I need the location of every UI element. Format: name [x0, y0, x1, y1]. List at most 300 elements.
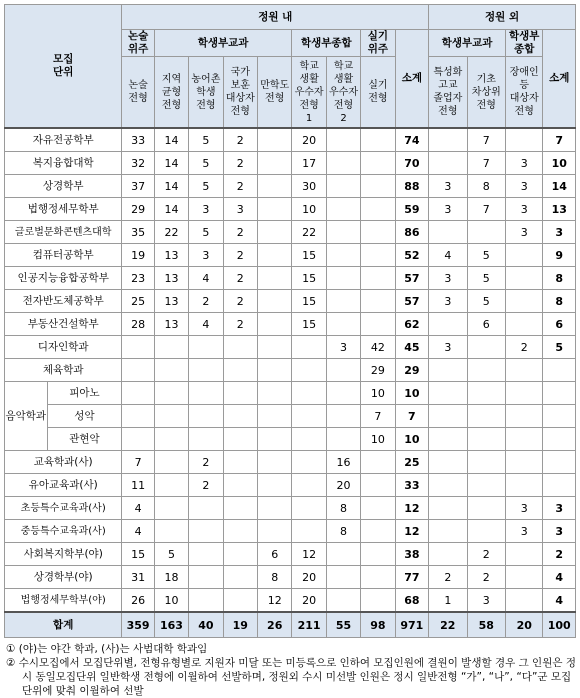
cell-value	[361, 128, 395, 152]
cell-value	[429, 359, 467, 382]
essay-group-header: 논술 위주	[122, 30, 154, 57]
cell-value	[292, 405, 326, 428]
column-header: 학교 생활 우수자 전형 1	[292, 57, 326, 129]
cell-value	[223, 520, 257, 543]
cell-value: 3	[543, 221, 576, 244]
cell-value: 86	[395, 221, 428, 244]
cell-value: 359	[122, 612, 154, 638]
cell-value: 100	[543, 612, 576, 638]
cell-value	[429, 152, 467, 175]
cell-value: 31	[122, 566, 154, 589]
cell-value	[122, 382, 154, 405]
cell-value: 19	[122, 244, 154, 267]
cell-value: 33	[122, 128, 154, 152]
in-quota-header: 정원 내	[122, 5, 429, 30]
cell-value	[223, 543, 257, 566]
cell-value: 5	[467, 267, 505, 290]
cell-value: 98	[361, 612, 395, 638]
music-sub-name: 피아노	[47, 382, 122, 405]
column-header: 지역 균형 전형	[154, 57, 188, 129]
cell-value	[154, 336, 188, 359]
cell-value: 3	[429, 336, 467, 359]
quota-table	[4, 4, 576, 638]
table-row	[5, 451, 576, 474]
music-sub-name: 성악	[47, 405, 122, 428]
cell-value	[506, 382, 543, 405]
unit-name: 법행정세무학부(야)	[5, 589, 122, 613]
cell-value: 7	[467, 128, 505, 152]
cell-value	[429, 405, 467, 428]
cell-value	[292, 451, 326, 474]
cell-value: 2	[189, 290, 223, 313]
cell-value	[223, 428, 257, 451]
cell-value: 18	[154, 566, 188, 589]
cell-value	[258, 382, 292, 405]
cell-value: 15	[292, 290, 326, 313]
table-row	[5, 497, 576, 520]
cell-value	[223, 359, 257, 382]
cell-value: 13	[154, 244, 188, 267]
unit-name: 사회복지학부(야)	[5, 543, 122, 566]
cell-value	[429, 428, 467, 451]
cell-value: 3	[506, 198, 543, 221]
cell-value: 17	[292, 152, 326, 175]
cell-value: 4	[543, 566, 576, 589]
cell-value	[223, 405, 257, 428]
cell-value: 3	[326, 336, 360, 359]
cell-value	[361, 566, 395, 589]
cell-value	[154, 497, 188, 520]
unit-name: 컴퓨터공학부	[5, 244, 122, 267]
cell-value: 26	[122, 589, 154, 613]
cell-value	[467, 497, 505, 520]
cell-value	[258, 313, 292, 336]
cell-value: 77	[395, 566, 428, 589]
cell-value: 8	[543, 267, 576, 290]
cell-value	[429, 451, 467, 474]
cell-value: 12	[395, 520, 428, 543]
cell-value	[506, 428, 543, 451]
practical-group-header: 실기 위주	[361, 30, 395, 57]
cell-value	[361, 313, 395, 336]
cell-value	[258, 221, 292, 244]
cell-value	[543, 405, 576, 428]
cell-value	[467, 221, 505, 244]
cell-value: 10	[395, 382, 428, 405]
cell-value: 55	[326, 612, 360, 638]
cell-value: 58	[467, 612, 505, 638]
cell-value: 3	[189, 198, 223, 221]
cell-value: 45	[395, 336, 428, 359]
cell-value	[326, 221, 360, 244]
column-header: 특성화 고교 졸업자 전형	[429, 57, 467, 129]
cell-value: 4	[543, 589, 576, 613]
cell-value: 52	[395, 244, 428, 267]
cell-value	[258, 175, 292, 198]
cell-value	[189, 589, 223, 613]
cell-value	[154, 428, 188, 451]
cell-value	[506, 451, 543, 474]
cell-value	[429, 543, 467, 566]
cell-value: 20	[326, 474, 360, 497]
cell-value: 32	[122, 152, 154, 175]
cell-value	[361, 152, 395, 175]
cell-value: 12	[258, 589, 292, 613]
cell-value	[189, 566, 223, 589]
cell-value	[189, 336, 223, 359]
cell-value	[506, 128, 543, 152]
cell-value	[361, 244, 395, 267]
table-row	[5, 520, 576, 543]
cell-value	[326, 290, 360, 313]
cell-value: 3	[429, 290, 467, 313]
cell-value	[326, 589, 360, 613]
unit-name: 초등특수교육과(사)	[5, 497, 122, 520]
unit-name: 법행정세무학부	[5, 198, 122, 221]
table-row	[5, 175, 576, 198]
cell-value	[292, 520, 326, 543]
table-row	[5, 405, 576, 428]
cell-value	[361, 520, 395, 543]
cell-value: 15	[292, 313, 326, 336]
cell-value: 14	[154, 152, 188, 175]
cell-value	[223, 336, 257, 359]
cell-value: 38	[395, 543, 428, 566]
cell-value	[258, 451, 292, 474]
cell-value: 971	[395, 612, 428, 638]
cell-value: 2	[223, 244, 257, 267]
cell-value	[506, 405, 543, 428]
cell-value: 26	[258, 612, 292, 638]
cell-value	[429, 382, 467, 405]
cell-value	[361, 543, 395, 566]
table-row	[5, 359, 576, 382]
cell-value	[223, 589, 257, 613]
music-dept-name: 음악학과	[5, 382, 48, 451]
footnote-2: ② 수시모집에서 모집단위별, 전형유형별로 지원자 미달 또는 미등록으로 인하여 모집인원에 결원이 발생할 경우 그 인원은 정시 동일모집단위 일반학생 전형에 이월하여 선발하며, 정원외 수시 미선발 인원은 정시 일반전형 “가”, “나”, “다”군 모집단위에 맞춰 이월하여 선발	[6, 657, 576, 697]
cell-value	[326, 543, 360, 566]
unit-name: 복지융합대학	[5, 152, 122, 175]
cell-value: 7	[395, 405, 428, 428]
cell-value: 2	[223, 152, 257, 175]
cell-value: 2	[467, 566, 505, 589]
cell-value: 8	[543, 290, 576, 313]
cell-value	[506, 267, 543, 290]
cell-value: 5	[189, 128, 223, 152]
cell-value: 29	[361, 359, 395, 382]
cell-value: 2	[189, 474, 223, 497]
cell-value: 20	[292, 128, 326, 152]
cell-value	[154, 382, 188, 405]
cell-value	[361, 175, 395, 198]
cell-value: 5	[189, 152, 223, 175]
cell-value: 13	[154, 313, 188, 336]
unit-name: 자유전공학부	[5, 128, 122, 152]
cell-value	[506, 313, 543, 336]
cell-value: 13	[154, 267, 188, 290]
cell-value: 10	[543, 152, 576, 175]
cell-value	[292, 474, 326, 497]
cell-value: 35	[122, 221, 154, 244]
table-row	[5, 474, 576, 497]
cell-value	[326, 152, 360, 175]
cell-value: 3	[543, 497, 576, 520]
cell-value: 57	[395, 267, 428, 290]
unit-name: 체육학과	[5, 359, 122, 382]
cell-value: 5	[467, 244, 505, 267]
table-row	[5, 128, 576, 152]
cell-value	[326, 405, 360, 428]
cell-value: 2	[506, 336, 543, 359]
cell-value: 2	[223, 267, 257, 290]
cell-value	[189, 497, 223, 520]
cell-value	[292, 382, 326, 405]
cell-value	[326, 382, 360, 405]
cell-value	[154, 474, 188, 497]
cell-value: 2	[223, 313, 257, 336]
cell-value	[467, 405, 505, 428]
cell-value: 23	[122, 267, 154, 290]
cell-value: 33	[395, 474, 428, 497]
cell-value	[361, 290, 395, 313]
music-sub-name: 관현악	[47, 428, 122, 451]
cell-value: 2	[223, 290, 257, 313]
cell-value	[467, 336, 505, 359]
out-subtotal-header: 소계	[543, 30, 576, 129]
student-comp-group-header: 학생부종합	[292, 30, 361, 57]
cell-value: 4	[189, 267, 223, 290]
table-row	[5, 612, 576, 638]
cell-value	[361, 221, 395, 244]
cell-value	[543, 382, 576, 405]
cell-value: 68	[395, 589, 428, 613]
cell-value	[154, 520, 188, 543]
cell-value: 10	[154, 589, 188, 613]
cell-value: 2	[467, 543, 505, 566]
cell-value: 3	[506, 497, 543, 520]
table-row	[5, 589, 576, 613]
cell-value: 62	[395, 313, 428, 336]
table-row	[5, 543, 576, 566]
cell-value	[361, 198, 395, 221]
cell-value	[429, 221, 467, 244]
cell-value: 5	[154, 543, 188, 566]
cell-value	[506, 543, 543, 566]
table-row	[5, 198, 576, 221]
cell-value	[429, 520, 467, 543]
cell-value	[429, 474, 467, 497]
cell-value	[189, 382, 223, 405]
cell-value	[223, 566, 257, 589]
cell-value: 15	[292, 244, 326, 267]
cell-value	[223, 497, 257, 520]
cell-value	[467, 520, 505, 543]
cell-value: 3	[429, 175, 467, 198]
cell-value	[189, 543, 223, 566]
table-row	[5, 267, 576, 290]
table-row	[5, 221, 576, 244]
column-header: 실기 전형	[361, 57, 395, 129]
footnotes	[4, 642, 576, 698]
cell-value	[361, 451, 395, 474]
unit-name: 교육학과(사)	[5, 451, 122, 474]
cell-value: 5	[543, 336, 576, 359]
cell-value	[258, 336, 292, 359]
cell-value: 1	[429, 589, 467, 613]
cell-value	[189, 428, 223, 451]
cell-value: 3	[189, 244, 223, 267]
cell-value: 4	[189, 313, 223, 336]
cell-value	[154, 451, 188, 474]
cell-value	[506, 359, 543, 382]
cell-value: 14	[154, 175, 188, 198]
unit-name: 합계	[5, 612, 122, 638]
cell-value: 3	[429, 267, 467, 290]
cell-value	[258, 128, 292, 152]
cell-value	[189, 405, 223, 428]
cell-value	[122, 336, 154, 359]
cell-value: 4	[122, 497, 154, 520]
cell-value: 14	[154, 128, 188, 152]
cell-value: 16	[326, 451, 360, 474]
cell-value: 11	[122, 474, 154, 497]
table-row	[5, 336, 576, 359]
cell-value: 3	[506, 520, 543, 543]
cell-value	[326, 175, 360, 198]
cell-value: 22	[154, 221, 188, 244]
cell-value: 30	[292, 175, 326, 198]
cell-value: 4	[122, 520, 154, 543]
cell-value: 8	[326, 520, 360, 543]
cell-value	[258, 497, 292, 520]
cell-value: 20	[292, 566, 326, 589]
cell-value: 57	[395, 290, 428, 313]
cell-value: 2	[543, 543, 576, 566]
cell-value: 70	[395, 152, 428, 175]
cell-value	[429, 128, 467, 152]
cell-value	[122, 405, 154, 428]
cell-value	[258, 244, 292, 267]
unit-name: 부동산건설학부	[5, 313, 122, 336]
cell-value	[326, 267, 360, 290]
cell-value: 20	[506, 612, 543, 638]
cell-value	[326, 428, 360, 451]
cell-value	[258, 198, 292, 221]
cell-value: 29	[395, 359, 428, 382]
cell-value	[258, 152, 292, 175]
cell-value	[543, 428, 576, 451]
cell-value	[361, 267, 395, 290]
table-row	[5, 313, 576, 336]
cell-value	[326, 244, 360, 267]
column-header: 만학도 전형	[258, 57, 292, 129]
cell-value: 14	[543, 175, 576, 198]
cell-value: 2	[429, 566, 467, 589]
cell-value	[429, 497, 467, 520]
cell-value: 3	[506, 175, 543, 198]
cell-value	[326, 566, 360, 589]
cell-value: 88	[395, 175, 428, 198]
cell-value: 163	[154, 612, 188, 638]
column-header: 농어촌 학생 전형	[189, 57, 223, 129]
cell-value: 13	[543, 198, 576, 221]
column-header: 학교 생활 우수자 전형 2	[326, 57, 360, 129]
cell-value	[467, 474, 505, 497]
cell-value: 13	[154, 290, 188, 313]
cell-value: 8	[326, 497, 360, 520]
cell-value	[292, 428, 326, 451]
cell-value: 5	[189, 175, 223, 198]
cell-value: 6	[467, 313, 505, 336]
unit-name: 중등특수교육과(사)	[5, 520, 122, 543]
unit-name: 인공지능융합공학부	[5, 267, 122, 290]
cell-value: 29	[122, 198, 154, 221]
cell-value	[189, 520, 223, 543]
cell-value: 3	[223, 198, 257, 221]
cell-value: 19	[223, 612, 257, 638]
cell-value: 3	[506, 152, 543, 175]
cell-value: 3	[467, 589, 505, 613]
cell-value: 8	[467, 175, 505, 198]
table-row	[5, 152, 576, 175]
cell-value	[326, 198, 360, 221]
cell-value	[361, 497, 395, 520]
table-row	[5, 382, 576, 405]
cell-value: 20	[292, 589, 326, 613]
cell-value	[258, 290, 292, 313]
cell-value: 14	[154, 198, 188, 221]
cell-value	[506, 566, 543, 589]
column-header: 논술 전형	[122, 57, 154, 129]
cell-value	[361, 589, 395, 613]
cell-value: 4	[429, 244, 467, 267]
cell-value: 25	[395, 451, 428, 474]
cell-value	[223, 474, 257, 497]
cell-value	[429, 313, 467, 336]
cell-value	[467, 428, 505, 451]
cell-value	[258, 428, 292, 451]
cell-value: 7	[543, 128, 576, 152]
cell-value: 3	[429, 198, 467, 221]
cell-value: 6	[258, 543, 292, 566]
cell-value	[467, 359, 505, 382]
in-subtotal-header: 소계	[395, 30, 428, 129]
cell-value	[326, 128, 360, 152]
student-course-group-header: 학생부교과	[154, 30, 292, 57]
cell-value	[258, 474, 292, 497]
cell-value	[326, 313, 360, 336]
cell-value: 74	[395, 128, 428, 152]
cell-value	[189, 359, 223, 382]
cell-value: 42	[361, 336, 395, 359]
cell-value: 37	[122, 175, 154, 198]
column-header: 기초 차상위 전형	[467, 57, 505, 129]
table-row	[5, 566, 576, 589]
cell-value	[326, 359, 360, 382]
cell-value: 10	[361, 382, 395, 405]
cell-value	[258, 405, 292, 428]
cell-value: 10	[292, 198, 326, 221]
cell-value: 22	[292, 221, 326, 244]
cell-value: 2	[223, 128, 257, 152]
cell-value: 10	[361, 428, 395, 451]
cell-value	[543, 451, 576, 474]
cell-value	[223, 451, 257, 474]
cell-value: 5	[189, 221, 223, 244]
cell-value: 12	[292, 543, 326, 566]
unit-name: 상경학부(야)	[5, 566, 122, 589]
cell-value: 15	[292, 267, 326, 290]
